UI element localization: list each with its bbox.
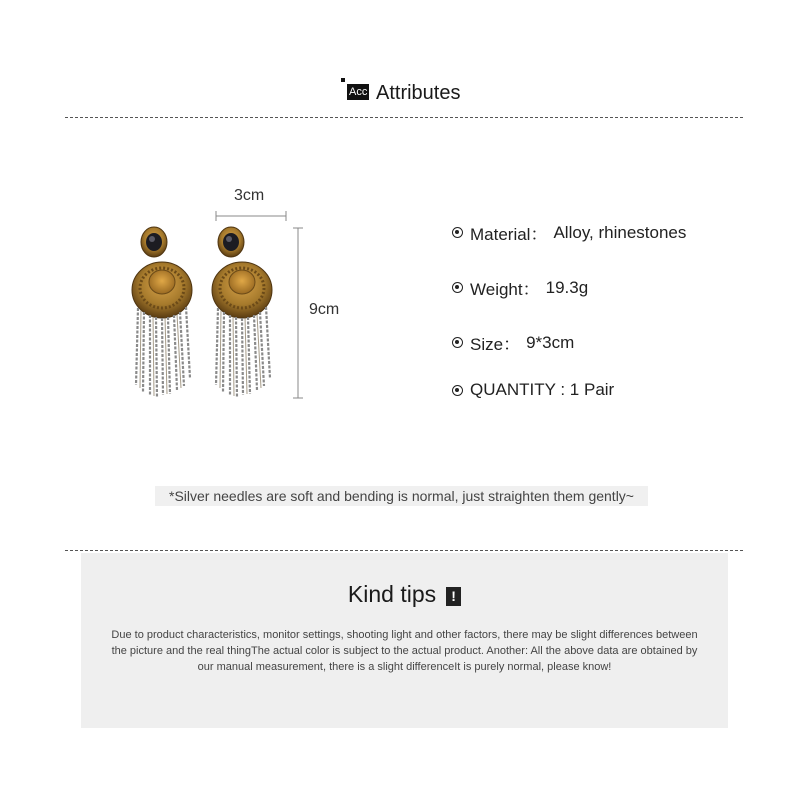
- earring-right: [212, 227, 272, 398]
- attribute-value: 9*3cm: [526, 332, 575, 352]
- height-dimension: [293, 228, 303, 398]
- earrings-image: [120, 180, 370, 420]
- attribute-value: Alloy, rhinestones: [553, 222, 687, 242]
- width-dimension: [216, 211, 286, 221]
- bullet-icon: [452, 227, 463, 238]
- header-title: Attributes: [376, 82, 461, 104]
- kind-tips-title: Kind tips: [347, 581, 437, 607]
- header-acc-badge: Acc: [349, 86, 368, 98]
- header-dot: [341, 78, 345, 82]
- section-header: [0, 78, 800, 108]
- attribute-material: [452, 220, 686, 245]
- kind-tips-panel: [81, 553, 728, 728]
- bullet-icon: [452, 385, 463, 396]
- width-label: 3cm: [234, 187, 265, 204]
- exclamation-icon: !: [446, 587, 461, 606]
- kind-tips-heading: [81, 581, 728, 608]
- attribute-size: [452, 330, 574, 355]
- bullet-icon: [452, 337, 463, 348]
- attribute-weight: [452, 275, 588, 300]
- height-label: 9cm: [309, 301, 340, 318]
- bullet-icon: [452, 282, 463, 293]
- divider-middle: [65, 550, 743, 551]
- attribute-label: Material：: [470, 225, 548, 244]
- attribute-label: Weight：: [470, 280, 540, 299]
- attribute-quantity: [452, 380, 614, 400]
- divider-top: [65, 117, 743, 118]
- earring-left: [132, 227, 192, 398]
- attribute-label: Size：: [470, 335, 521, 354]
- attribute-value: 19.3g: [545, 277, 589, 297]
- care-note: *Silver needles are soft and bending is normal, just straighten them gently~: [155, 486, 648, 506]
- kind-tips-body: Due to product characteristics, monitor settings, shooting light and other factors, there may be slight differences between the picture and the real thingThe actual color is subject to the actual product. Another: All the above data are obtained by our manual measurement, there is a slight differenceIt is purely normal, please know!: [111, 629, 698, 673]
- attribute-label: QUANTITY : 1 Pair: [470, 380, 615, 399]
